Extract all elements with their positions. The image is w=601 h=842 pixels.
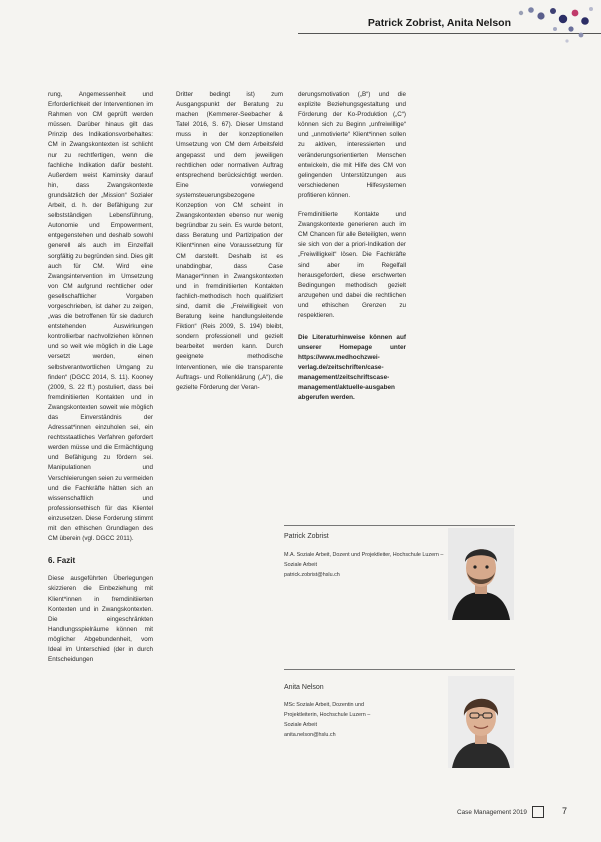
- author-bio-line: Soziale Arbeit: [284, 722, 317, 728]
- author-bio-line: M.A. Soziale Arbeit, Dozent und Projektleiter, Hochschule Luzern –: [284, 552, 444, 558]
- literature-note: Die Literaturhinweise können auf unserer Homepage unter https://www.medhochzwei-verlag.de/zeitschriften/case-management/zeitschriftscase-management/aktuelle-ausgaben abgerufen werden.: [298, 334, 406, 402]
- footer-logo-icon: [532, 806, 544, 818]
- paragraph: Fremdinitiierte Kontakte und Zwangskontexte generieren auch im CM Chancen für alle Beteiligten, wenn sie sich von der a priori-Indikation der „Freiwilligkeit“ lösen. Die Fachkräfte sind aber im Regelfall herausgefordert, diese erschwerten Bedingungen methodisch gezielt anzugehen und dabei die rechtlichen und ethischen Grenzen zu respektieren.: [298, 211, 406, 319]
- author-bio: [284, 550, 444, 580]
- author-bio-line: patrick.zobrist@hslu.ch: [284, 572, 340, 578]
- author-bio-line: Soziale Arbeit: [284, 562, 317, 568]
- author-bio: [284, 700, 444, 740]
- text-column-3: [298, 90, 406, 403]
- author-bio-line: MSc Soziale Arbeit, Dozentin und: [284, 702, 365, 708]
- decorative-dots-graphic: [511, 3, 595, 49]
- author-name: Anita Nelson: [284, 684, 324, 691]
- footer-journal: Case Management 2019: [457, 809, 527, 816]
- author-divider: [284, 669, 515, 670]
- author-divider: [284, 525, 515, 526]
- text-column-2: [176, 90, 283, 402]
- paragraph: derungsmotivation („B“) und die explizite Beziehungsgestaltung und Förderung der Ko-Produktion („C“) können sich zu Beginn „unfreiwillige“ und „unmotivierte“ Klient*innen sollen zu aktiven, interessierten und veränderungsorientierten Menschen entwickeln, die mit Hilfe des CM von gelingenden Unterstützungen aus verschiedenen Hilfesystemen profitieren können.: [298, 91, 406, 199]
- author-bio-line: anita.nelson@hslu.ch: [284, 732, 336, 738]
- running-header-authors: Patrick Zobrist, Anita Nelson: [367, 17, 511, 29]
- text-column-1: [48, 90, 153, 674]
- section-heading-fazit: 6. Fazit: [48, 556, 76, 566]
- paragraph: rung, Angemessenheit und Erforderlichkeit der Interventionen im Rahmen von CM geprüft werden müssen. Darüber hinaus gilt das Prinzip des Indikationsvorbehaltes: CM in Zwangskontexten ist schlicht nur zu rechtfertigen, wenn die fachliche Indikation dafür besteht. Außerdem weist Kaminsky darauf hin, dass Zwangskontexte grundsätzlich der „Mission“ Sozialer Arbeit, d. h. der Befähigung zur selbstständigen Lebensführung, Autonomie und Empowerment, entgegenstehen und deshalb sowohl generell als auch im Einzelfall sorgfältig zu begründen sind. Dies gilt auch für CM. Wird eine Zwangsintervention im Umsetzung von CM aufgrund rechtlicher oder gesellschaftlicher Vorgaben vorgeschrieben, ist daher zu zeigen, „was die betroffenen für sie dadurch entstehenden Auswirkungen kontrollierbar nachvollziehen können und so weit wie möglich in die Lage versetzt werden, einen selbstverantwortlichen Umgang zu finden“ (DGCC 2014, S. 11). Kooney (2009, S. 22 ff.) postuliert, dass bei fremdinitiierten Kontakten und in Zwangskontexten soweit wie möglich das Einverständnis der Adressat*innen einzuholen sei, ein rechtsstaatliches Verfahren gefordert werden müsse und die Ermächtigung und Befähigung zu fördern sei. Manipulationen und Verschleierungen seien zu vermeiden und die Fachkräfte hätten sich an wissenschaftlich und professionsethisch für das Klientel einzusetzen. Diese Forderung stimmt mit den ethischen Grundlagen des CM überein (vgl. DGCC 2011).: [48, 91, 154, 543]
- author-bio-line: Projektleiterin, Hochschule Luzern –: [284, 712, 371, 718]
- author-photo-woman: [448, 676, 514, 768]
- page-number: 7: [561, 806, 567, 816]
- author-photo-man: [448, 528, 514, 620]
- paragraph: Diese ausgeführten Überlegungen skizzieren die Einbeziehung mit Klient*innen in fremdinitiierten Kontexten und in Zwangskontexten. Die eingeschränkten Handlungsspielräume können mit möglicher Abgebundenheit, vom Ideal im Unterschied (der in durch Entscheidungen: [48, 575, 153, 664]
- paragraph: Dritter bedingt ist) zum Ausgangspunkt der Beratung zu machen (Kemmerer-Seebacher & Tatel 2016, S. 67). Dieser Umstand muss in der konzeptionellen Umsetzung von CM dem Arbeitsfeld angepasst und dem jeweiligen rechtlichen oder normativen Auftrag entsprechend berücksichtigt werden. Eine vorwiegend systemsteuerungsbezogene Konzeption von CM scheint in Zwangskontexten ebenso nur wenig begründbar zu sein. Es wurde betont, dass Beratung und Partizipation der Klient*innen eine Voraussetzung für CM darstellt. Deshalb ist es unabdingbar, dass Case Manager*innen in Zwangskontexten und in fremdinitiierten Kontakten fachlich-methodisch hoch qualifiziert sind, damit die „Freiwilligkeit von Beratung keine handlungsleitende Fiktion“ (Reis 2009, S. 194) bleibt, sondern professionell und gezielt bearbeitet werden kann. Durch geeignete methodische Interventionen, wie die transparente Auftrags- und Rollenklärung („A“), die gezielte Förderung der Veran-: [176, 91, 283, 391]
- author-name: Patrick Zobrist: [284, 533, 329, 540]
